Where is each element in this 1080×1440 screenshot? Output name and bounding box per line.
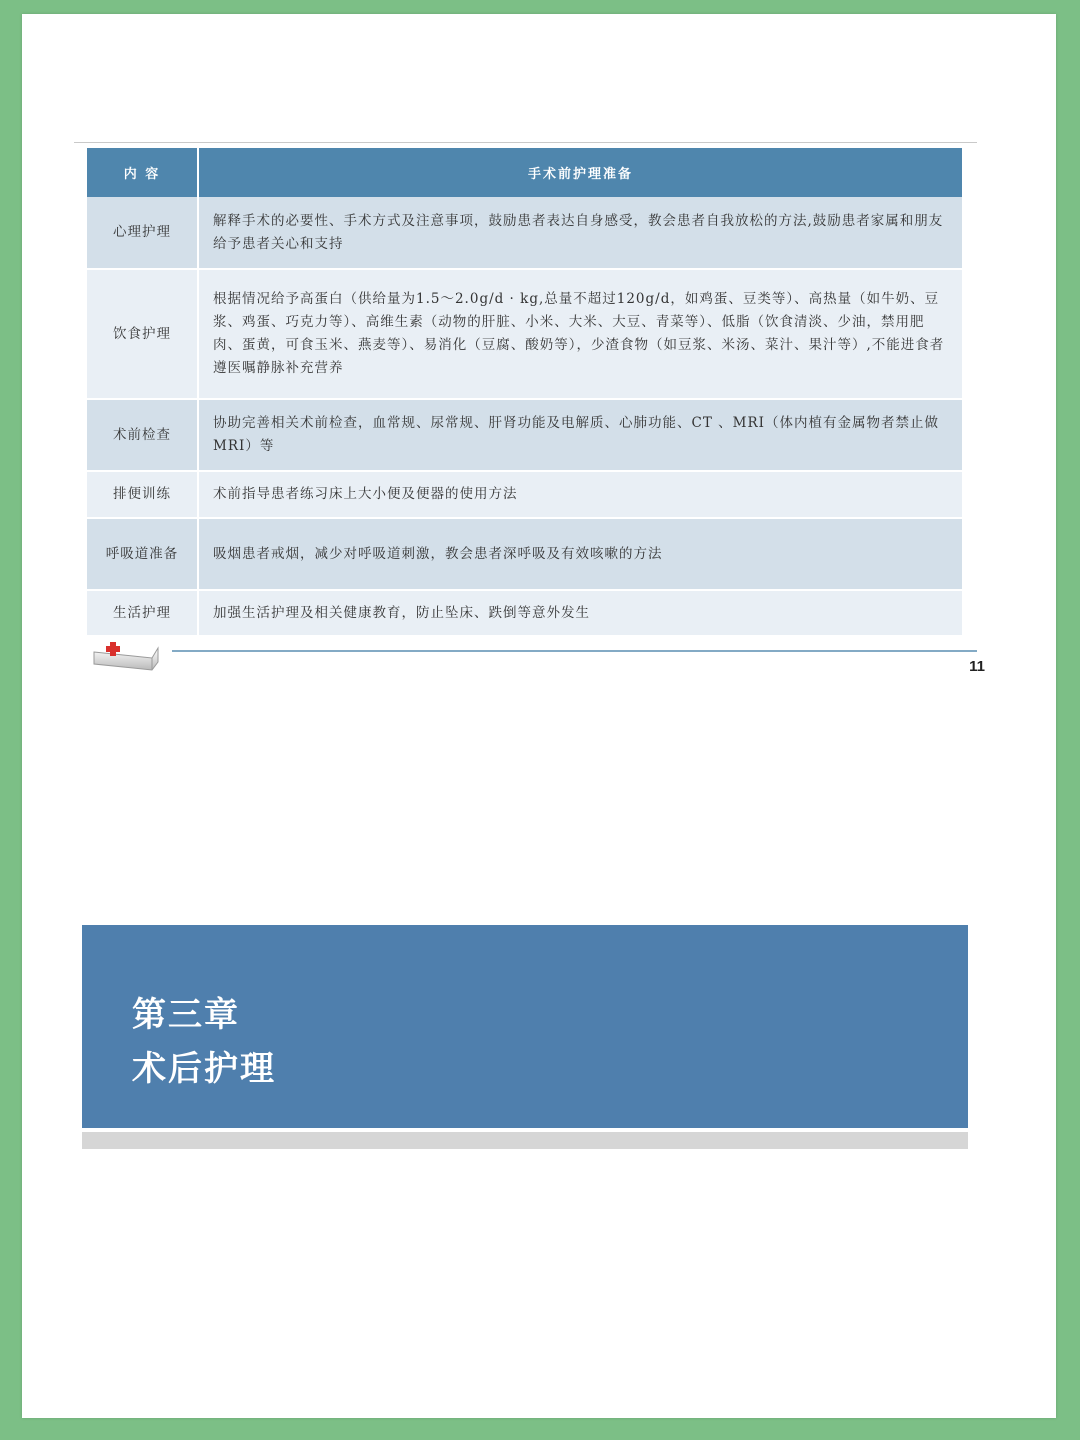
table-row	[87, 197, 962, 269]
row-label: 排便训练	[87, 471, 198, 518]
table-row	[87, 269, 962, 399]
row-content: 吸烟患者戒烟，减少对呼吸道刺激，教会患者深呼吸及有效咳嗽的方法	[198, 518, 962, 590]
table-row	[87, 471, 962, 518]
table-row	[87, 399, 962, 471]
page-number: 11	[969, 658, 985, 675]
header-preop-prep: 手术前护理准备	[198, 148, 962, 197]
row-content: 根据情况给予高蛋白（供给量为1.5～2.0g/d · kg,总量不超过120g/d，如鸡蛋、豆类等）、高热量（如牛奶、豆浆、鸡蛋、巧克力等）、高维生素（动物的肝脏、小米、大米、大豆、青菜等）、低脂（饮食清淡、少油，禁用肥肉、蛋黄，可食玉米、燕麦等）、易消化（豆腐、酸奶等），少渣食物（如豆浆、米汤、菜汁、果汁等）,不能进食者遵医嘱静脉补充营养	[198, 269, 962, 399]
medkit-icon	[92, 632, 162, 672]
bottom-divider	[172, 650, 977, 652]
row-content: 协助完善相关术前检查，血常规、尿常规、肝肾功能及电解质、心肺功能、CT 、MRI（体内植有金属物者禁止做MRI）等	[198, 399, 962, 471]
row-label: 心理护理	[87, 197, 198, 269]
chapter-number: 第三章	[132, 995, 240, 1035]
row-content: 加强生活护理及相关健康教育，防止坠床、跌倒等意外发生	[198, 590, 962, 636]
row-label: 生活护理	[87, 590, 198, 636]
row-content: 解释手术的必要性、手术方式及注意事项，鼓励患者表达自身感受，教会患者自我放松的方法,鼓励患者家属和朋友给予患者关心和支持	[198, 197, 962, 269]
table-row	[87, 518, 962, 590]
preop-care-table	[87, 148, 962, 637]
table-header-row	[87, 148, 962, 197]
row-label: 术前检查	[87, 399, 198, 471]
chapter-title: 术后护理	[132, 1049, 276, 1089]
row-content: 术前指导患者练习床上大小便及便器的使用方法	[198, 471, 962, 518]
row-label: 饮食护理	[87, 269, 198, 399]
chapter-banner-shadow	[82, 1132, 968, 1149]
chapter-banner	[82, 925, 968, 1128]
top-divider	[74, 142, 977, 143]
row-label: 呼吸道准备	[87, 518, 198, 590]
table-row	[87, 590, 962, 636]
document-page	[22, 14, 1056, 1418]
header-content-label: 内 容	[87, 148, 198, 197]
